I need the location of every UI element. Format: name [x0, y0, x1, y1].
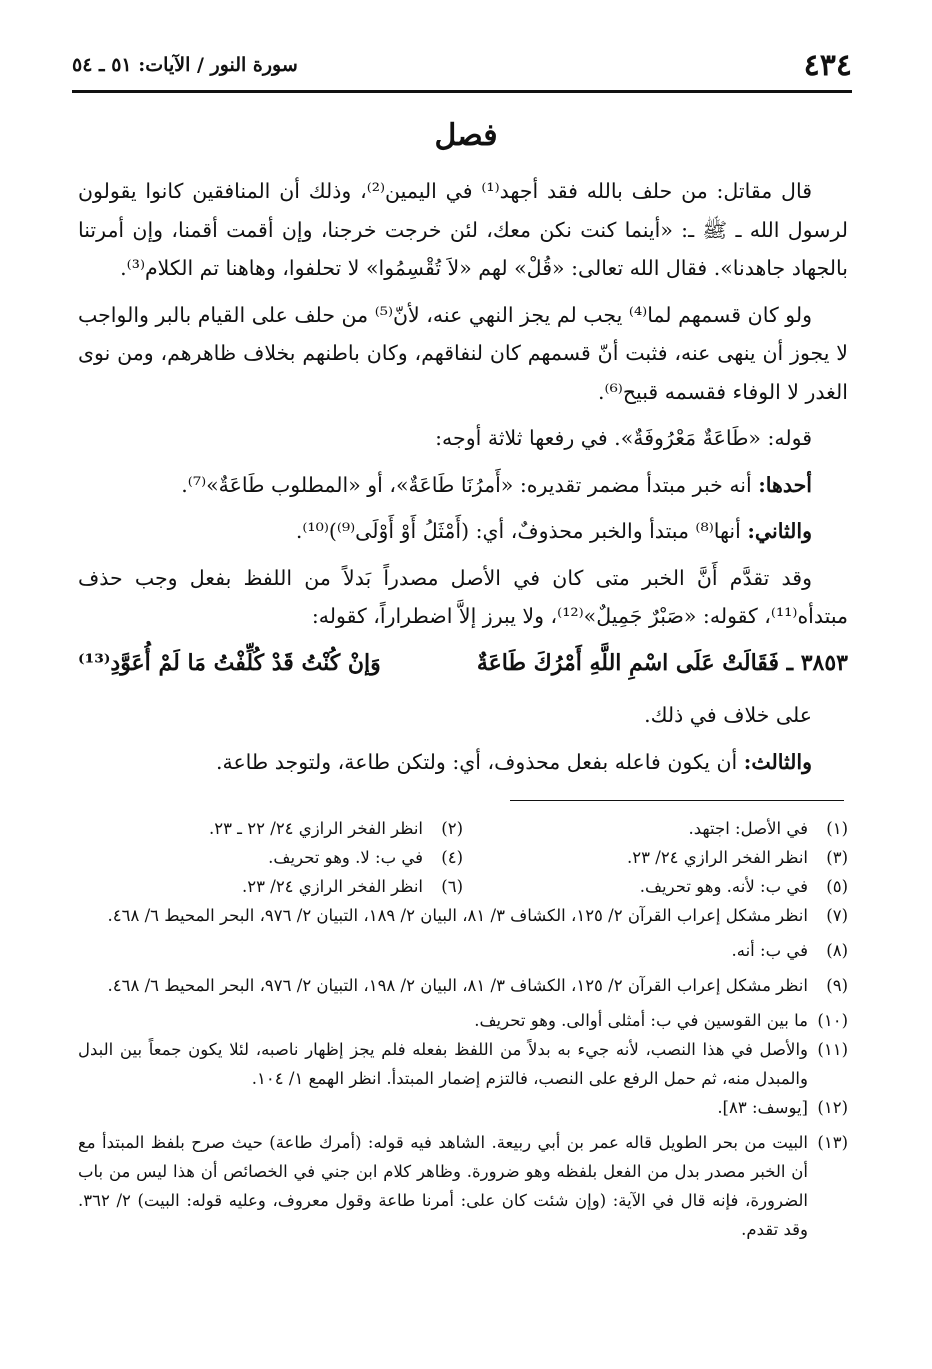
- footnote-pair: [78, 872, 848, 901]
- paragraph: قوله: «طَاعَةٌ مَعْرُوفَةٌ». في رفعها ثلاثة أوجه:: [435, 426, 812, 450]
- footnote: [78, 872, 463, 901]
- footnote: [78, 936, 848, 965]
- paragraph-text: أنها⁽⁸⁾ مبتدأ والخبر محذوفٌ، أي: (أَمْثَلُ أَوْ أَوْلَى⁽⁹⁾)⁽¹⁰⁾.: [295, 519, 748, 543]
- footnote: [78, 1035, 848, 1093]
- footnotes: [78, 814, 848, 1244]
- footnote-text: انظر الفخر الرازي ٢٤/ ٢٣.: [627, 848, 808, 867]
- page-header: [72, 48, 852, 88]
- footnote-number: (٣): [826, 848, 848, 867]
- paragraph-label: والثالث:: [743, 749, 812, 774]
- paragraph: على خلاف في ذلك.: [644, 703, 812, 727]
- footnote: [78, 843, 463, 872]
- footnote-text: في ب: أنه.: [731, 941, 808, 960]
- footnote-number: (١٢): [817, 1098, 848, 1117]
- footnote-number: (١): [826, 819, 848, 838]
- main-text: [78, 172, 848, 789]
- footnote-text: انظر الفخر الرازي ٢٤/ ٢٢ ـ ٢٣.: [208, 819, 423, 838]
- footnote-pair: [78, 814, 848, 843]
- footnote-number: (٨): [826, 941, 848, 960]
- footnote-text: في ب: لا. وهو تحريف.: [268, 848, 423, 867]
- paragraph: قال مقاتل: من حلف بالله فقد أجهد⁽¹⁾ في اليمين⁽²⁾، وذلك أن المنافقين كانوا يقولون لرسول الله ـ ﷺ ـ: «أينما كنت نكن معك، لئن خرجت خرجنا، وإن أقمت أقمنا، وإن أمرتنا بالجهاد جاهدنا». فقال الله تعالى: «قُلْ» لهم «لاَ تُقْسِمُوا» لا تحلفوا، وهاهنا تم الكلام⁽³⁾.: [78, 179, 848, 280]
- footnote: [78, 1006, 848, 1035]
- footnote-number: (٢): [441, 819, 463, 838]
- poem-verse: [78, 644, 848, 683]
- paragraph: وقد تقدَّم أَنَّ الخبر متى كان في الأصل مصدراً بَدلاً من اللفظ بفعل وجب حذف مبتدأه⁽¹¹⁾، كقوله: «صَبْرٌ جَمِيلٌ»⁽¹²⁾، ولا يبرز إلاَّ اضطراراً، كقوله:: [78, 565, 848, 628]
- paragraph-text: أنه خبر مبتدأ مضمر تقديره: «أَمرُنَا طَاعَةٌ»، أو «المطلوب طَاعَةٌ»⁽⁷⁾.: [181, 472, 759, 497]
- footnote-number: (١٠): [817, 1011, 848, 1030]
- footnote-text: البيت من بحر الطويل قاله عمر بن أبي ربيعة. الشاهد فيه قوله: (أمرك طاعة) حيث صرح بلفظ المبتدأ مع أن الخبر مصدر بدل من الفعل بلفظه وهو ضرورة. وظاهر كلام ابن جني في الخصائص أن هذا ليس من باب الضرورة، فإنه قال في الآية: (وإن شئت كان على: أمرنا طاعة وقول معروف، وعليه قوله: البيت) ٢/ ٣٦٢. وقد تقدم.: [78, 1133, 808, 1239]
- footnote-text: في الأصل: اجتهد.: [688, 819, 808, 838]
- footnote-text: انظر مشكل إعراب القرآن ٢/ ١٢٥، الكشاف ٣/ ٨١، البيان ٢/ ١٩٨، التبيان ٢/ ٩٧٦، البحر المحيط ٦/ ٤٦٨.: [107, 976, 808, 995]
- paragraph: [78, 743, 848, 782]
- section-title: فصل: [434, 118, 498, 153]
- footnote-separator: [510, 800, 844, 801]
- paragraph-label: والثاني:: [747, 519, 812, 543]
- footnote-number: (٦): [441, 877, 463, 896]
- header-rule: [72, 90, 852, 93]
- paragraph: [78, 466, 848, 505]
- footnote: [78, 971, 848, 1000]
- footnote-number: (١١): [817, 1040, 848, 1059]
- footnote-number: (٩): [826, 976, 848, 995]
- footnote-number: (٥): [826, 877, 848, 896]
- running-title: سورة النور / الآيات: ٥١ ـ ٥٤: [72, 54, 298, 76]
- footnote-text: في ب: لأنه. وهو تحريف.: [639, 877, 808, 896]
- verse-second-hemistich: وَإنْ كُنْتُ قَدْ كُلِّفْتُ مَا لَمْ أُعَوَّدِ⁽¹³⁾: [78, 649, 381, 676]
- footnote-text: انظر مشكل إعراب القرآن ٢/ ١٢٥، الكشاف ٣/ ٨١، البيان ٢/ ١٨٩، التبيان ٢/ ٩٧٦، البحر المحيط ٦/ ٤٦٨.: [107, 906, 808, 925]
- footnote: [78, 1093, 848, 1122]
- footnote-text: ما بين القوسين في ب: أمثلى أوالى. وهو تحريف.: [474, 1011, 808, 1030]
- paragraph-text: أن يكون فاعله بفعل محذوف، أي: ولتكن طاعة، ولتوجد طاعة.: [215, 749, 744, 774]
- page-number: ٤٣٤: [803, 48, 852, 83]
- paragraph: [78, 512, 848, 551]
- footnote-text: والأصل في هذا النصب، لأنه جيء به بدلاً من اللفظ بفعله فلم يجز إظهار ناصبه، لئلا يكون جمعاً بين البدل والمبدل منه، ثم حمل الرفع على النصب، فالتزم إضمار المبتدأ. انظر الهمع ١/ ١٠٤.: [78, 1040, 808, 1088]
- footnote: [463, 814, 848, 843]
- paragraph: ولو كان قسمهم لما⁽⁴⁾ يجب لم يجز النهي عنه، لأنّ⁽⁵⁾ من حلف على القيام بالبر والواجب لا يجوز أن ينهى عنه، فثبت أنّ قسمهم كان لنفاقهم، وكان باطنهم بخلاف ظاهرهم، ومن نوى الغدر لا الوفاء فقسمه قبيح⁽⁶⁾.: [78, 302, 848, 404]
- footnote: [78, 1128, 848, 1244]
- footnote-pair: [78, 843, 848, 872]
- footnote-text: انظر الفخر الرازي ٢٤/ ٢٣.: [242, 877, 423, 896]
- footnote-text: [يوسف: ٨٣].: [717, 1098, 808, 1117]
- footnote-number: (٧): [826, 906, 848, 925]
- footnote-number: (٤): [441, 848, 463, 867]
- footnote-number: (١٣): [817, 1133, 848, 1152]
- footnote: [78, 814, 463, 843]
- footnote: [463, 872, 848, 901]
- footnote: [463, 843, 848, 872]
- verse-first-hemistich: ٣٨٥٣ ـ فَقَالَتْ عَلَى اسْمِ اللَّهِ أَمْرُكَ طَاعَةٌ: [476, 649, 848, 676]
- paragraph-label: أحدها:: [758, 472, 812, 497]
- footnote: [78, 901, 848, 930]
